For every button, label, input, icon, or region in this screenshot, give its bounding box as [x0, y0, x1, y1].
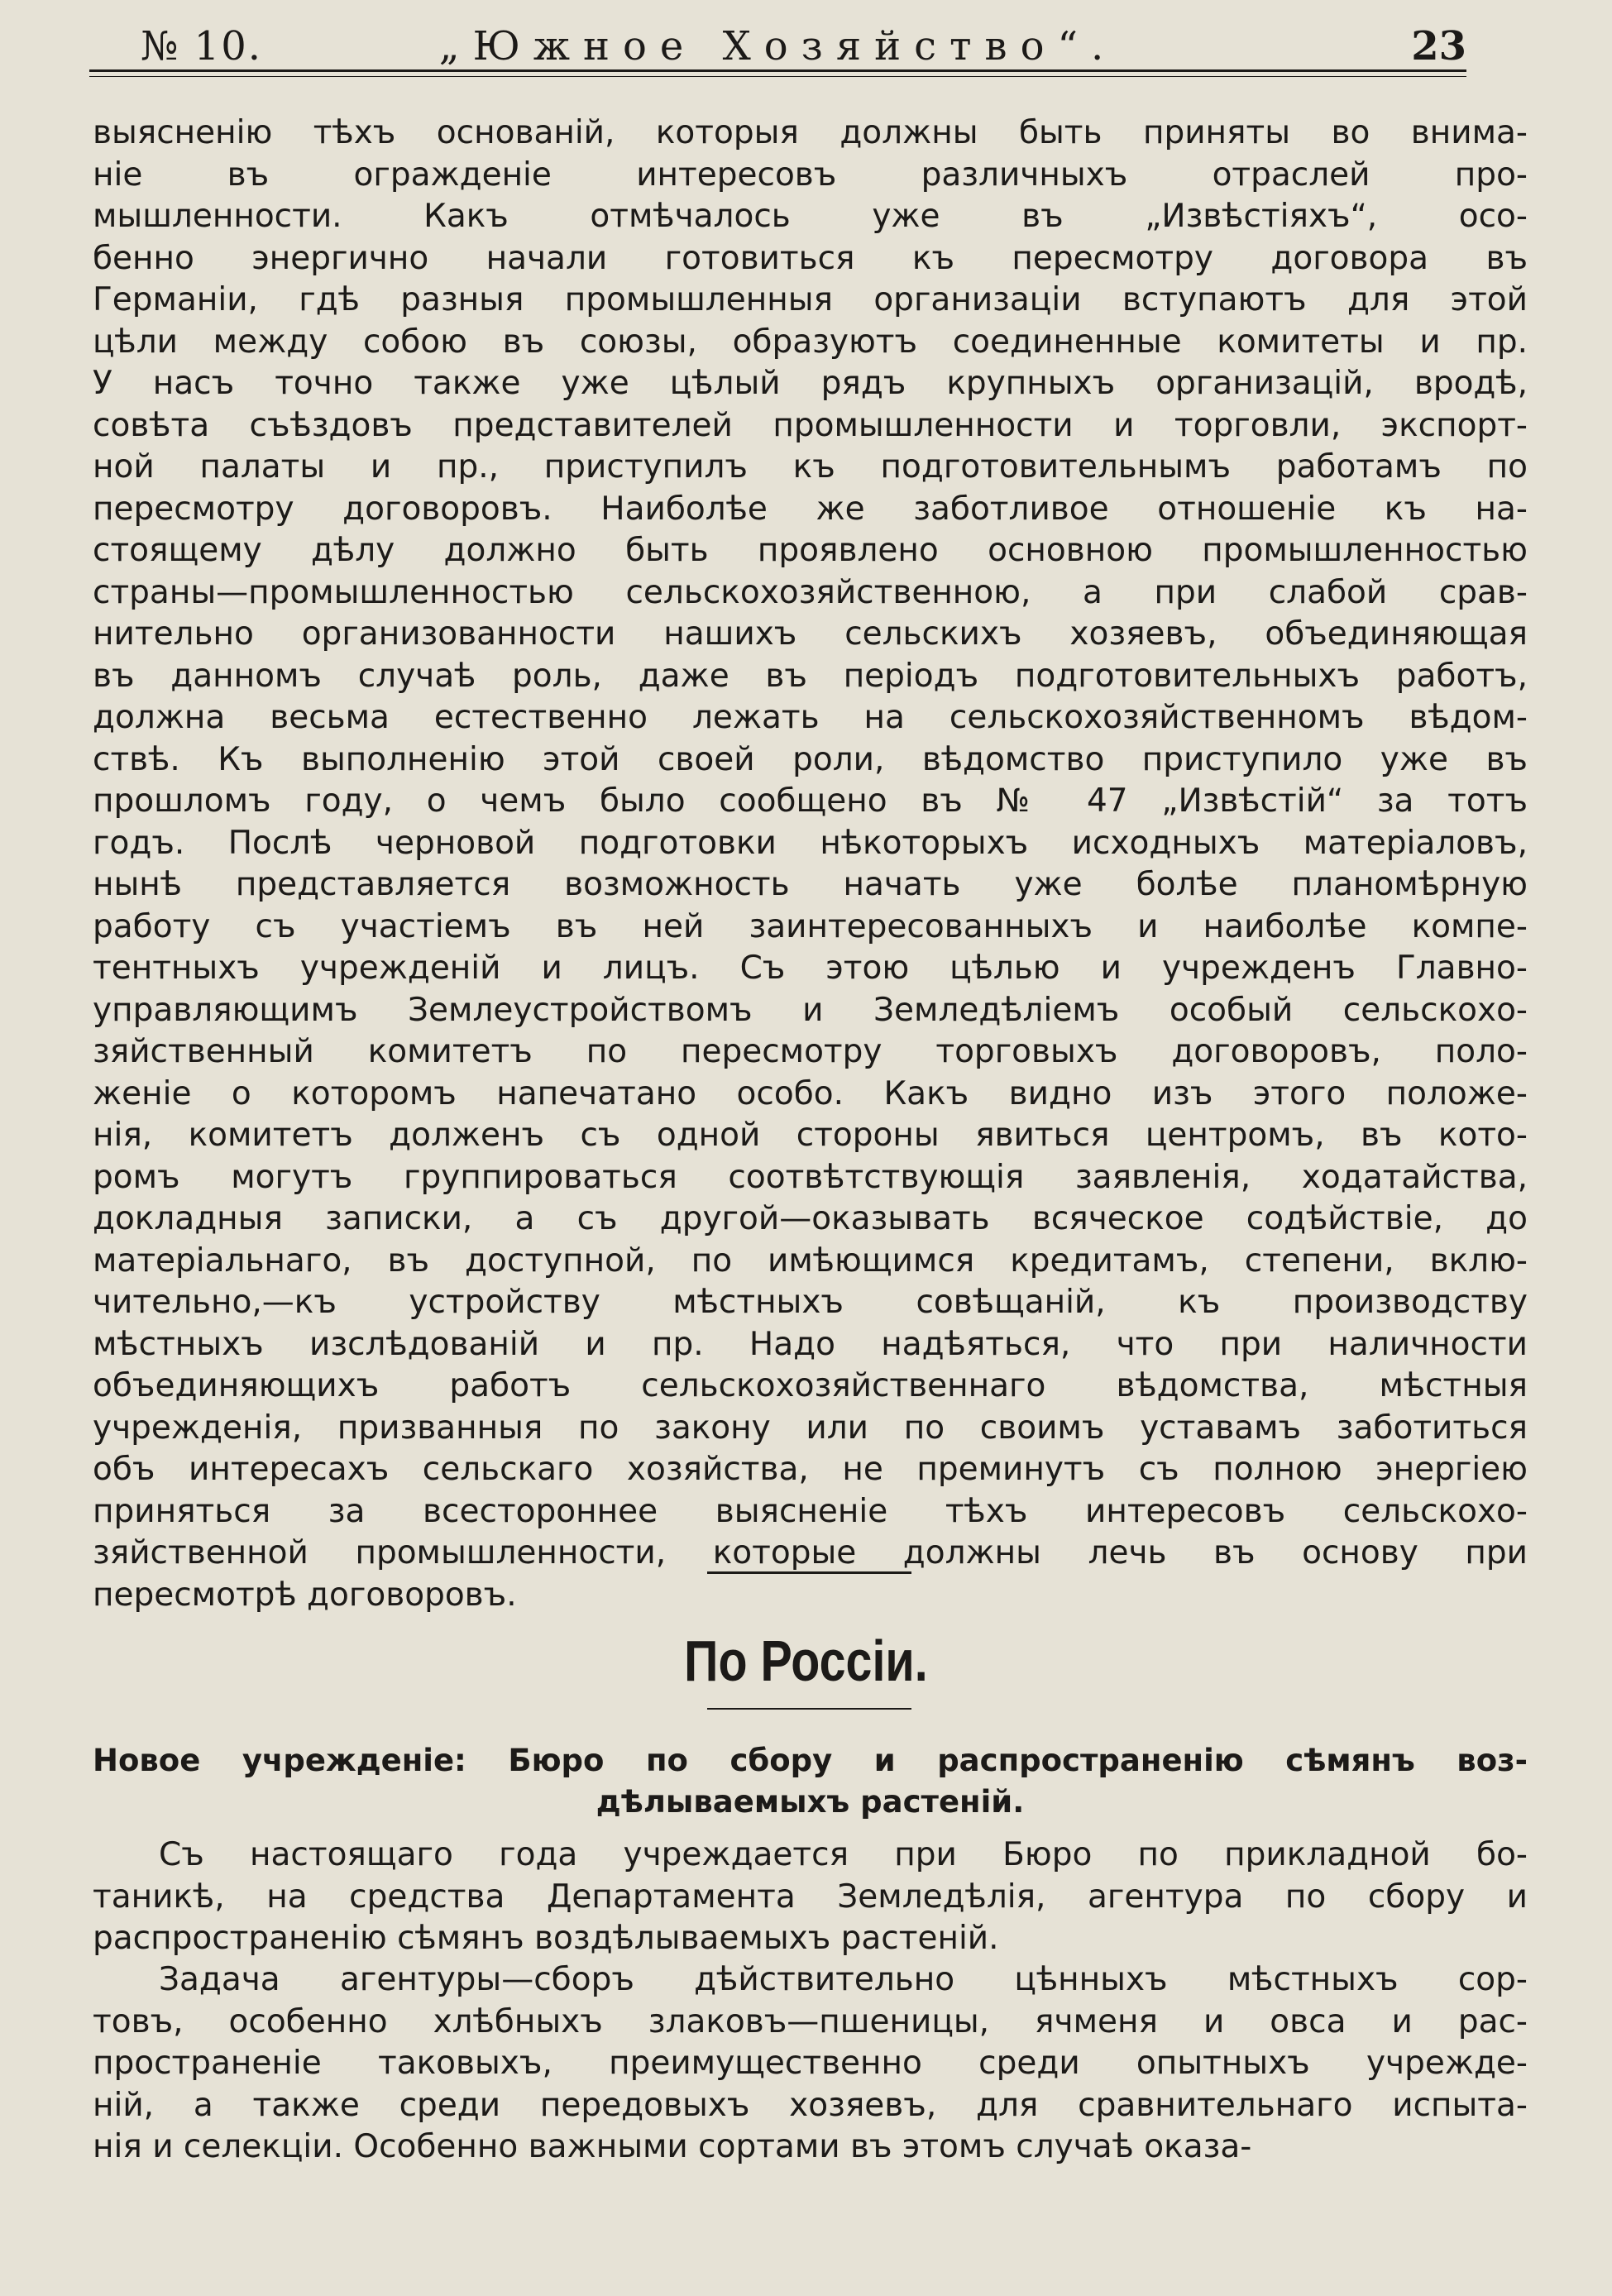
section-divider-top: [707, 1571, 911, 1574]
text-line: ромъ могутъ группироваться соотвѣтствующія заявленія, ходатайства,: [93, 1158, 1528, 1196]
text-line: пересмотру договоровъ. Наиболѣе же заботливое отношеніе къ на-: [93, 490, 1528, 528]
text-line: таникѣ, на средства Департамента Земледѣлія, агентура по сбору и: [93, 1877, 1528, 1916]
text-line: управляющимъ Землеустройствомъ и Земледѣліемъ особый сельскохо-: [93, 991, 1528, 1029]
text-line: прошломъ году, о чемъ было сообщено въ № 47 „Извѣстій“ за тотъ: [93, 782, 1528, 820]
text-line: нія, комитетъ долженъ съ одной стороны явиться центромъ, въ кото-: [93, 1117, 1528, 1154]
paragraph-agency-task: [93, 1959, 1528, 2169]
article-heading: [93, 1740, 1528, 1823]
header-rule: [89, 69, 1466, 72]
text-line: учрежденія, призванныя по закону или по своимъ уставамъ заботиться: [93, 1409, 1528, 1447]
text-line: выясненію тѣхъ основаній, которыя должны быть приняты во внима-: [93, 114, 1528, 151]
issue-number: № 10.: [141, 23, 263, 69]
journal-title: „Южное Хозяйство“.: [438, 23, 1117, 69]
text-line: бенно энергично начали готовиться къ пересмотру договора въ: [93, 239, 1528, 277]
text-line: женіе о которомъ напечатано особо. Какъ видно изъ этого положе-: [93, 1074, 1528, 1112]
text-line: зяйственный комитетъ по пересмотру торговыхъ договоровъ, поло-: [93, 1033, 1528, 1070]
text-line: докладныя записки, а съ другой—оказывать всяческое содѣйствіе, до: [93, 1200, 1528, 1237]
text-line: ной палаты и пр., приступилъ къ подготовительнымъ работамъ по: [93, 448, 1528, 486]
text-line: стоящему дѣлу должно быть проявлено основною промышленностью: [93, 532, 1528, 569]
text-line: объединяющихъ работъ сельскохозяйственнаго вѣдомства, мѣстныя: [93, 1367, 1528, 1404]
text-line: мѣстныхъ изслѣдованій и пр. Надо надѣяться, что при наличности: [93, 1325, 1528, 1363]
text-line: приняться за всестороннее выясненіе тѣхъ интересовъ сельскохо-: [93, 1492, 1528, 1530]
header-rule-thin: [89, 76, 1466, 77]
text-line: цѣли между собою въ союзы, образуютъ соединенные комитеты и пр.: [93, 323, 1528, 361]
page-number: 23: [1411, 23, 1466, 69]
paragraph-trade-treaties: [93, 112, 1528, 1616]
text-line: страны—промышленностью сельскохозяйственною, а при слабой срав-: [93, 573, 1528, 611]
text-line: ствѣ. Къ выполненію этой своей роли, вѣдомство приступило уже въ: [93, 740, 1528, 778]
text-line: нительно организованности нашихъ сельскихъ хозяевъ, объединяющая: [93, 615, 1528, 653]
text-line: объ интересахъ сельскаго хозяйства, не преминутъ съ полною энергіею: [93, 1451, 1528, 1488]
text-line: У насъ точно также уже цѣлый рядъ крупныхъ организацій, вродѣ,: [93, 365, 1528, 402]
text-line: пространеніе таковыхъ, преимущественно среди опытныхъ учрежде-: [93, 2045, 1528, 2082]
text-line: совѣта съѣздовъ представителей промышленности и торговли, экспорт-: [93, 406, 1528, 444]
text-line: мышленности. Какъ отмѣчалось уже въ „Извѣстіяхъ“, осо-: [93, 198, 1528, 235]
text-line: въ данномъ случаѣ роль, даже въ періодъ подготовительныхъ работъ,: [93, 657, 1528, 695]
text-line: тентныхъ учрежденій и лицъ. Съ этою цѣлью и учрежденъ Главно-: [93, 949, 1528, 987]
article-heading-line: дѣлываемыхъ растеній.: [596, 1784, 1025, 1820]
text-line: ніе въ огражденіе интересовъ различныхъ отраслей про-: [93, 155, 1528, 194]
text-line: зяйственной промышленности, которые должны лечь въ основу при: [93, 1534, 1528, 1571]
text-line: товъ, особенно хлѣбныхъ злаковъ—пшеницы, ячменя и овса и рас-: [93, 2002, 1528, 2040]
section-title: По Россіи.: [684, 1629, 928, 1693]
text-line: годъ. Послѣ черновой подготовки нѣкоторыхъ исходныхъ матеріаловъ,: [93, 824, 1528, 862]
text-line: работу съ участіемъ въ ней заинтересованныхъ и наиболѣе компе-: [93, 907, 1528, 945]
section-divider-bottom: [707, 1708, 911, 1710]
text-line: должна весьма естественно лежать на сельскохозяйственномъ вѣдом-: [93, 699, 1528, 736]
running-header: [89, 18, 1466, 69]
text-line: Германіи, гдѣ разныя промышленныя организаціи вступаютъ для этой: [93, 281, 1528, 318]
text-line: Задача агентуры—сборъ дѣйствительно цѣнныхъ мѣстныхъ сор-: [159, 1961, 1528, 1998]
text-line: пересмотрѣ договоровъ.: [93, 1576, 517, 1614]
text-line: распространенію сѣмянъ воздѣлываемыхъ растеній.: [93, 1920, 999, 1957]
paragraph-agency-intro: [93, 1834, 1528, 1960]
text-line: ній, а также среди передовыхъ хозяевъ, для сравнительнаго испыта-: [93, 2086, 1528, 2124]
text-line: нынѣ представляется возможность начать уже болѣе планомѣрную: [93, 866, 1528, 903]
text-line: нія и селекціи. Особенно важными сортами въ этомъ случаѣ оказа-: [93, 2128, 1252, 2165]
text-line: чительно,—къ устройству мѣстныхъ совѣщаній, къ производству: [93, 1284, 1528, 1321]
article-heading-line: Новое учрежденіе: Бюро по сбору и распространенію сѣмянъ воз-: [93, 1743, 1528, 1778]
text-line: матеріальнаго, въ доступной, по имѣющимся кредитамъ, степени, вклю-: [93, 1241, 1528, 1280]
text-line: Съ настоящаго года учреждается при Бюро по прикладной бо-: [159, 1836, 1528, 1873]
